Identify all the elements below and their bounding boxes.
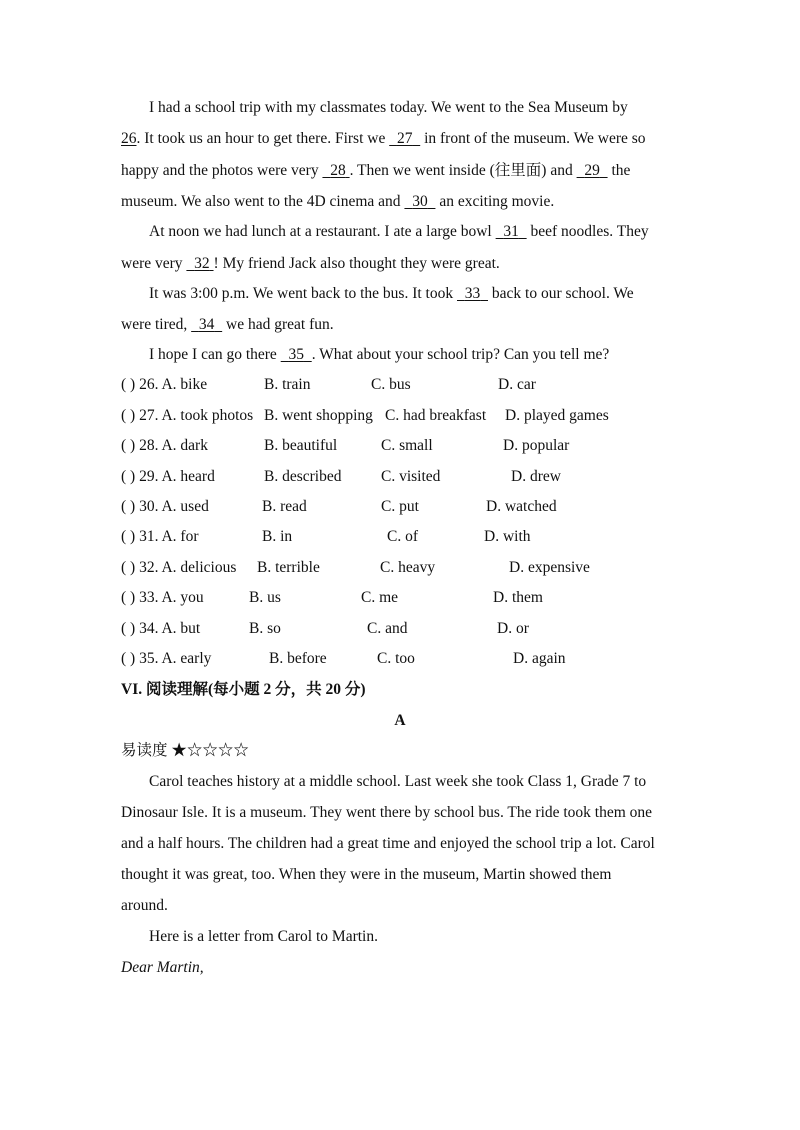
option-c: C. too	[377, 650, 415, 667]
reading-line: around.	[121, 897, 168, 914]
reading-line: and a half hours. The children had a great time and enjoyed the school trip a lot. Carol	[121, 835, 655, 852]
passage-line: 26. It took us an hour to get there. First we 27 in front of the museum. We were so	[121, 130, 646, 147]
option-b: B. beautiful	[264, 437, 338, 454]
option-c: C. small	[381, 437, 433, 454]
difficulty-rating	[121, 741, 700, 761]
blank-31: 31	[503, 223, 519, 240]
option-b: B. read	[262, 498, 307, 515]
difficulty-label: 易读度	[121, 742, 172, 759]
question-29: ( ) 29. A. heard	[121, 468, 215, 485]
option-b: B. went shopping	[264, 407, 373, 424]
option-c: C. and	[367, 620, 408, 637]
blank-32: 32	[194, 255, 210, 272]
option-c: C. me	[361, 589, 399, 606]
section-heading: VI. 阅读理解(每小题 2 分，共 20 分)	[121, 681, 366, 698]
blank-29: 29	[584, 162, 600, 179]
passage-line: It was 3:00 p.m. We went back to the bus. It took 33 back to our school. We	[149, 285, 634, 302]
option-d: D. with	[484, 528, 531, 545]
reading-line: Carol teaches history at a middle school. Last week she took Class 1, Grade 7 to	[149, 773, 647, 790]
passage-line: I hope I can go there 35 . What about your school trip? Can you tell me?	[149, 346, 610, 363]
blank-35: 35	[288, 346, 304, 363]
question-28: ( ) 28. A. dark	[121, 437, 208, 454]
option-b: B. so	[249, 620, 281, 637]
option-b: B. in	[262, 528, 293, 545]
question-33: ( ) 33. A. you	[121, 589, 204, 606]
question-26: ( ) 26. A. bike	[121, 376, 208, 393]
option-c: C. visited	[381, 468, 441, 485]
passage-line: I had a school trip with my classmates today. We went to the Sea Museum by	[149, 99, 628, 116]
reading-line: Dinosaur Isle. It is a museum. They went there by school bus. The ride took them one	[121, 804, 653, 821]
reading-line: thought it was great, too. When they were in the museum, Martin showed them	[121, 866, 612, 883]
passage-line: were very 32 ! My friend Jack also thought they were great.	[121, 255, 500, 272]
option-b: B. us	[249, 589, 281, 606]
passage-line: happy and the photos were very 28 . Then we went inside (往里面) and 29 the	[121, 162, 631, 179]
blank-33: 33	[464, 285, 481, 302]
passage-line: museum. We also went to the 4D cinema and 30 an exciting movie.	[121, 193, 555, 210]
question-31: ( ) 31. A. for	[121, 528, 199, 545]
star-rating-icon: ★☆☆☆☆	[171, 742, 249, 759]
option-d: D. drew	[511, 468, 561, 485]
option-c: C. had breakfast	[385, 407, 487, 424]
blank-27: 27	[396, 130, 413, 147]
question-30: ( ) 30. A. used	[121, 498, 209, 515]
reading-line: Here is a letter from Carol to Martin.	[149, 928, 378, 945]
option-d: D. car	[498, 376, 536, 393]
option-b: B. terrible	[257, 559, 320, 576]
option-d: D. or	[497, 620, 529, 637]
question-34: ( ) 34. A. but	[121, 620, 201, 637]
option-b: B. train	[264, 376, 311, 393]
question-27: ( ) 27. A. took photos	[121, 407, 254, 424]
letter-salutation: Dear Martin,	[121, 959, 204, 976]
blank-34: 34	[198, 316, 215, 333]
blank-28: 28	[330, 162, 346, 179]
question-32: ( ) 32. A. delicious	[121, 559, 237, 576]
option-d: D. them	[493, 589, 543, 606]
option-d: D. popular	[503, 437, 570, 454]
passage-line: were tired, 34 we had great fun.	[121, 316, 334, 333]
blank-26: 26	[121, 130, 137, 147]
option-c: C. heavy	[380, 559, 436, 576]
option-c: C. of	[387, 528, 418, 545]
option-b: B. before	[269, 650, 327, 667]
option-c: C. bus	[371, 376, 411, 393]
option-c: C. put	[381, 498, 419, 515]
option-d: D. expensive	[509, 559, 590, 576]
part-label: A	[394, 712, 406, 729]
option-d: D. again	[513, 650, 566, 667]
option-d: D. played games	[505, 407, 609, 424]
passage-line: At noon we had lunch at a restaurant. I ate a large bowl 31 beef noodles. They	[149, 223, 649, 240]
option-b: B. described	[264, 468, 342, 485]
question-35: ( ) 35. A. early	[121, 650, 212, 667]
option-d: D. watched	[486, 498, 557, 515]
blank-30: 30	[412, 193, 428, 210]
